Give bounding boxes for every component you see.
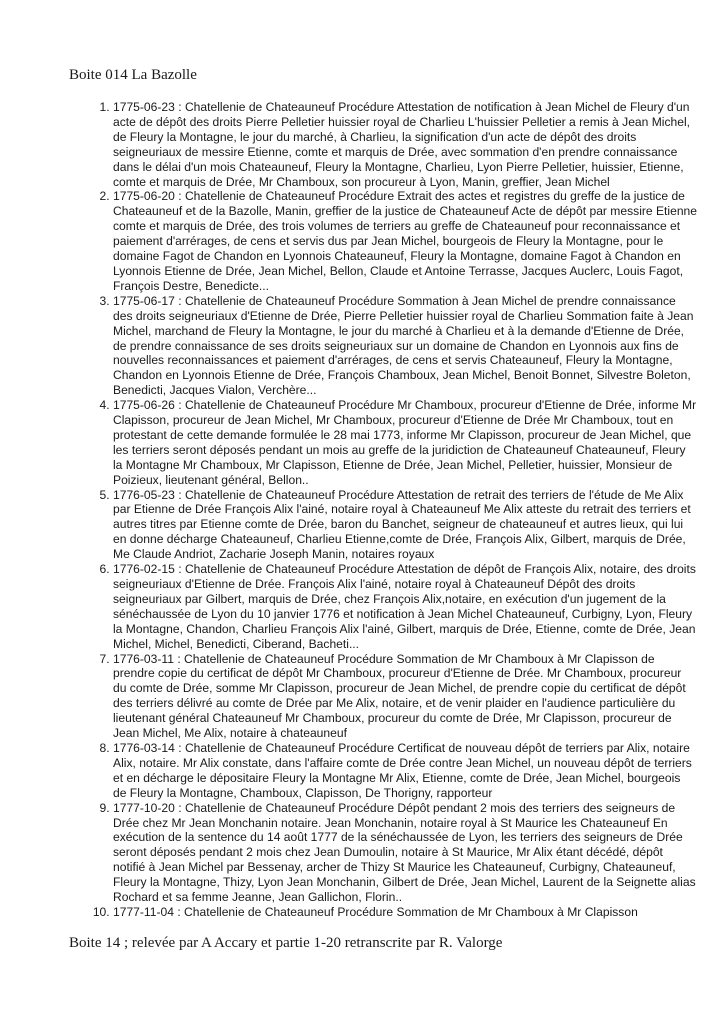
list-item: 9. 1777-10-20 : Chatellenie de Chateauneuf Procédure Dépôt pendant 2 mois des terriers des seigneurs de Drée chez Mr Jean Monchanin notaire. Jean Monchanin, notaire royal à St Maurice les Chateauneuf En exécution de la sentence du 14 août 1777 de la sénéchaussée de Lyon, les terriers des seigneurs de Drée seront déposés pendant 2 mois chez Jean Dumoulin, notaire à St Maurice, Mr Alix étant décédé, dépôt notifié à Jean Michel par Bessenay, archer de Thizy St Maurice les Chateauneuf, Curbigny, Chateauneuf, Fleury la Montagne, Thizy, Lyon Jean Monchanin, Gilbert de Drée, Jean Michel, Laurent de la Seignette alias Rochard et sa femme Jeanne, Jean Gallichon, Florin.. bbox=[113, 801, 697, 905]
page-heading: Boite 014 La Bazolle bbox=[69, 67, 197, 83]
page-footer: Boite 14 ; relevée par A Accary et partie 1-20 retranscrite par R. Valorge bbox=[69, 935, 503, 951]
list-item: 3. 1775-06-17 : Chatellenie de Chateauneuf Procédure Sommation à Jean Michel de prendre connaissance des droits seigneuriaux d'Etienne de Drée, Pierre Pelletier huissier royal de Charlieu Sommation faite à Jean Michel, marchand de Fleury la Montagne, le jour du marché à Charlieu et à la demande d'Etienne de Drée, de prendre connaissance de ses droits seigneuriaux sur un domaine de Chandon en Lyonnois aux fins de nouvelles reconnaissances et paiement d'arrérages, de cens et servis Chateauneuf, Fleury la Montagne, Chandon en Lyonnois Etienne de Drée, François Chamboux, Jean Michel, Benoit Bonnet, Silvestre Boleton, Benedicti, Jacques Vialon, Verchère... bbox=[113, 294, 697, 398]
list-item: 6. 1776-02-15 : Chatellenie de Chateauneuf Procédure Attestation de dépôt de François Alix, notaire, des droits seigneuriaux d'Etienne de Drée. François Alix l'ainé, notaire royal à Chateauneuf Dépôt des droits seigneuriaux par Gilbert, marquis de Drée, chez François Alix,notaire, en exécution d'un jugement de la sénéchaussée de Lyon du 10 janvier 1776 et notification à Jean Michel Chateauneuf, Curbigny, Lyon, Fleury la Montagne, Chandon, Charlieu François Alix l'ainé, Gilbert, marquis de Drée, Etienne, comte de Drée, Jean Michel, Michel, Benedicti, Ciberand, Bacheti... bbox=[113, 562, 697, 651]
list-item: 8. 1776-03-14 : Chatellenie de Chateauneuf Procédure Certificat de nouveau dépôt de terriers par Alix, notaire Alix, notaire. Mr Alix constate, dans l'affaire comte de Drée contre Jean Michel, un nouveau dépôt de terriers et en décharge le dépositaire Fleury la Montagne Mr Alix, Etienne, comte de Drée, Jean Michel, bourgeois de Fleury la Montagne, Chamboux, Clapisson, De Thorigny, rapporteur bbox=[113, 741, 697, 801]
list-item: 2. 1775-06-20 : Chatellenie de Chateauneuf Procédure Extrait des actes et registres du greffe de la justice de Chateauneuf et de la Bazolle, Manin, greffier de la justice de Chateauneuf Acte de dépôt par messire Etienne comte et marquis de Drée, des trois volumes de terriers au greffe de Chateauneuf pour reconnaissance et paiement d'arrérages, de cens et servis dus par Jean Michel, bourgeois de Fleury la Montagne, pour le domaine Fagot de Chandon en Lyonnois Chateauneuf, Fleury la Montagne, domaine Fagot à Chandon en Lyonnois Etienne de Drée, Jean Michel, Bellon, Claude et Antoine Terrasse, Jacques Auclerc, Louis Fagot, François Destre, Benedicte... bbox=[113, 189, 697, 293]
entry-list bbox=[77, 100, 697, 920]
list-item: 4. 1775-06-26 : Chatellenie de Chateauneuf Procédure Mr Chamboux, procureur d'Etienne de Drée, informe Mr Clapisson, procureur de Jean Michel, Mr Chamboux, procureur d'Etienne de Drée Mr Chamboux, tout en protestant de cette demande formulée le 28 mai 1773, informe Mr Clapisson, procureur de Jean Michel, que les terriers seront déposés pendant un mois au greffe de la juridiction de Chateauneuf Chateauneuf, Fleury la Montagne Mr Chamboux, Mr Clapisson, Etienne de Drée, Jean Michel, Pelletier, huissier, Monsieur de Poizieux, lieutenant général, Bellon.. bbox=[113, 398, 697, 487]
list-item: 1. 1775-06-23 : Chatellenie de Chateauneuf Procédure Attestation de notification à Jean Michel de Fleury d'un acte de dépôt des droits Pierre Pelletier huissier royal de Charlieu L'huissier Pelletier a remis à Jean Michel, de Fleury la Montagne, le jour du marché, à Charlieu, la signification d'un acte de dépôt des droits seigneuriaux de messire Etienne, comte et marquis de Drée, avec sommation d'en prendre connaissance dans le délai d'un mois Chateauneuf, Fleury la Montagne, Charlieu, Lyon Pierre Pelletier, huissier, Etienne, comte et marquis de Drée, Mr Chamboux, son procureur à Lyon, Manin, greffier, Jean Michel bbox=[113, 100, 697, 189]
list-item: 7. 1776-03-11 : Chatellenie de Chateauneuf Procédure Sommation de Mr Chamboux à Mr Clapisson de prendre copie du certificat de dépôt Mr Chamboux, procureur d'Etienne de Drée. Mr Chamboux, procureur du comte de Drée, somme Mr Clapisson, procureur de Jean Michel, de prendre copie du certificat de dépôt des terriers délivré au comte de Drée par Me Alix, notaire, et de venir plaider en l'audience particulière du lieutenant général Chateauneuf Mr Chamboux, procureur du comte de Drée, Mr Clapisson, procureur de Jean Michel, Me Alix, notaire à chateauneuf bbox=[113, 652, 697, 741]
list-item: 5. 1776-05-23 : Chatellenie de Chateauneuf Procédure Attestation de retrait des terriers de l'étude de Me Alix par Etienne de Drée François Alix l'ainé, notaire royal à Chateauneuf Me Alix atteste du retrait des terriers et autres titres par Etienne comte de Drée, baron du Banchet, seigneur de chateauneuf et autres lieux, qui lui en donne décharge Chateauneuf, Charlieu Etienne,comte de Drée, François Alix, Gilbert, marquis de Drée, Me Claude Andriot, Zacharie Joseph Manin, notaires royaux bbox=[113, 488, 697, 563]
list-item: 10. 1777-11-04 : Chatellenie de Chateauneuf Procédure Sommation de Mr Chamboux à Mr Clapisson bbox=[113, 905, 697, 920]
